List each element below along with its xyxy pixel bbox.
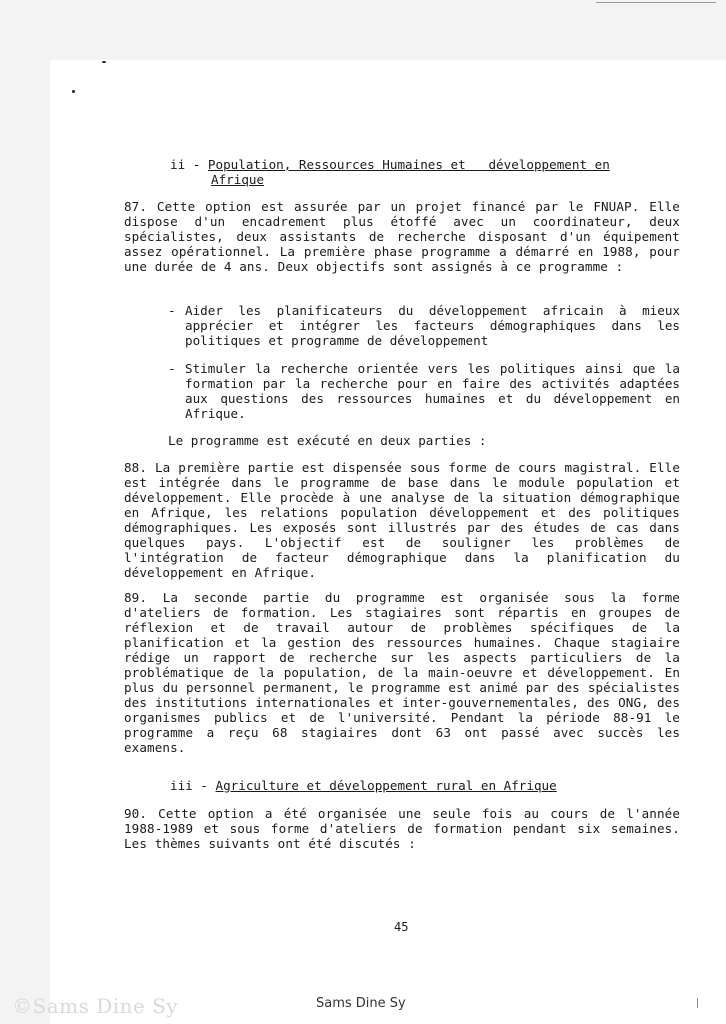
bullet-item [168, 303, 680, 348]
page-number: 45 [394, 920, 409, 934]
section-ii-title-line2: Afrique [211, 172, 265, 187]
bullet-dash: - [168, 361, 176, 376]
top-rule [596, 2, 716, 3]
paragraph-89: 89. La seconde partie du programme est organisée sous la forme d'ateliers de formation. Les stagiaires sont répartis en groupes de réflexion et de travail autour de problèmes spécifiques de la planification et la gestion des ressources humaines. Chaque stagiaire rédige un rapport de recherche sur les aspects particuliers de la problématique de la population, de la main-oeuvre et développement. En plus du personnel permanent, le programme est animé par des spécialistes des institutions internationales et inter-gouvernementales, des ONG, des organismes publics et de l'université. Pendant la période 88-91 le programme a reçu 68 stagiaires dont 63 ont passé avec succès les examens. [124, 590, 680, 755]
footer-author: Sams Dine Sy [316, 996, 406, 1011]
scan-mark [697, 998, 698, 1008]
bullet-text: Stimuler la recherche orientée vers les politiques ainsi que la formation par la recherche pour en faire des activités adaptées aux questions des ressources humaines et du développement en Afrique. [185, 361, 680, 421]
paragraph-88: 88. La première partie est dispensée sous forme de cours magistral. Elle est intégrée dans le programme de base dans le module population et développement. Elle procède à une analyse de la situation démographique en Afrique, les relations population développement et des politiques démographiques. Les exposés sont illustrés par des études de cas dans quelques pays. L'objectif est de souligner les problèmes de l'intégration de facteur démographique dans la planification du développement en Afrique. [124, 460, 680, 580]
paragraph-87: 87. Cette option est assurée par un projet financé par le FNUAP. Elle dispose d'un encadrement plus étoffé avec un coordinateur, deux spécialistes, deux assistants de recherche disposant d'un équipement assez opérationnel. La première phase programme a démarré en 1988, pour une durée de 4 ans. Deux objectifs sont assignés à ce programme : [124, 199, 680, 274]
bullet-dash: - [168, 303, 176, 318]
scan-speck [72, 90, 75, 93]
scan-speck [102, 61, 106, 63]
section-ii-heading [170, 157, 610, 172]
bullet-item [168, 361, 680, 421]
section-ii-number: ii - [170, 157, 208, 172]
paragraph-90: 90. Cette option a été organisée une seule fois au cours de l'année 1988-1989 et sous forme d'ateliers de formation pendant six semaines. Les thèmes suivants ont été discutés : [124, 806, 680, 851]
section-ii-title-line1: Population, Ressources Humaines et développement en [207, 157, 610, 172]
copyright-watermark: ©Sams Dine Sy [12, 994, 179, 1018]
section-iii-number: iii - [170, 778, 216, 793]
bullet-text: Aider les planificateurs du développement africain à mieux apprécier et intégrer les facteurs démographiques dans les politiques et programme de développement [185, 303, 680, 348]
program-intro: Le programme est exécuté en deux parties : [168, 433, 487, 448]
section-iii-title: Agriculture et développement rural en Afrique [215, 778, 557, 793]
section-iii-heading [170, 778, 557, 793]
